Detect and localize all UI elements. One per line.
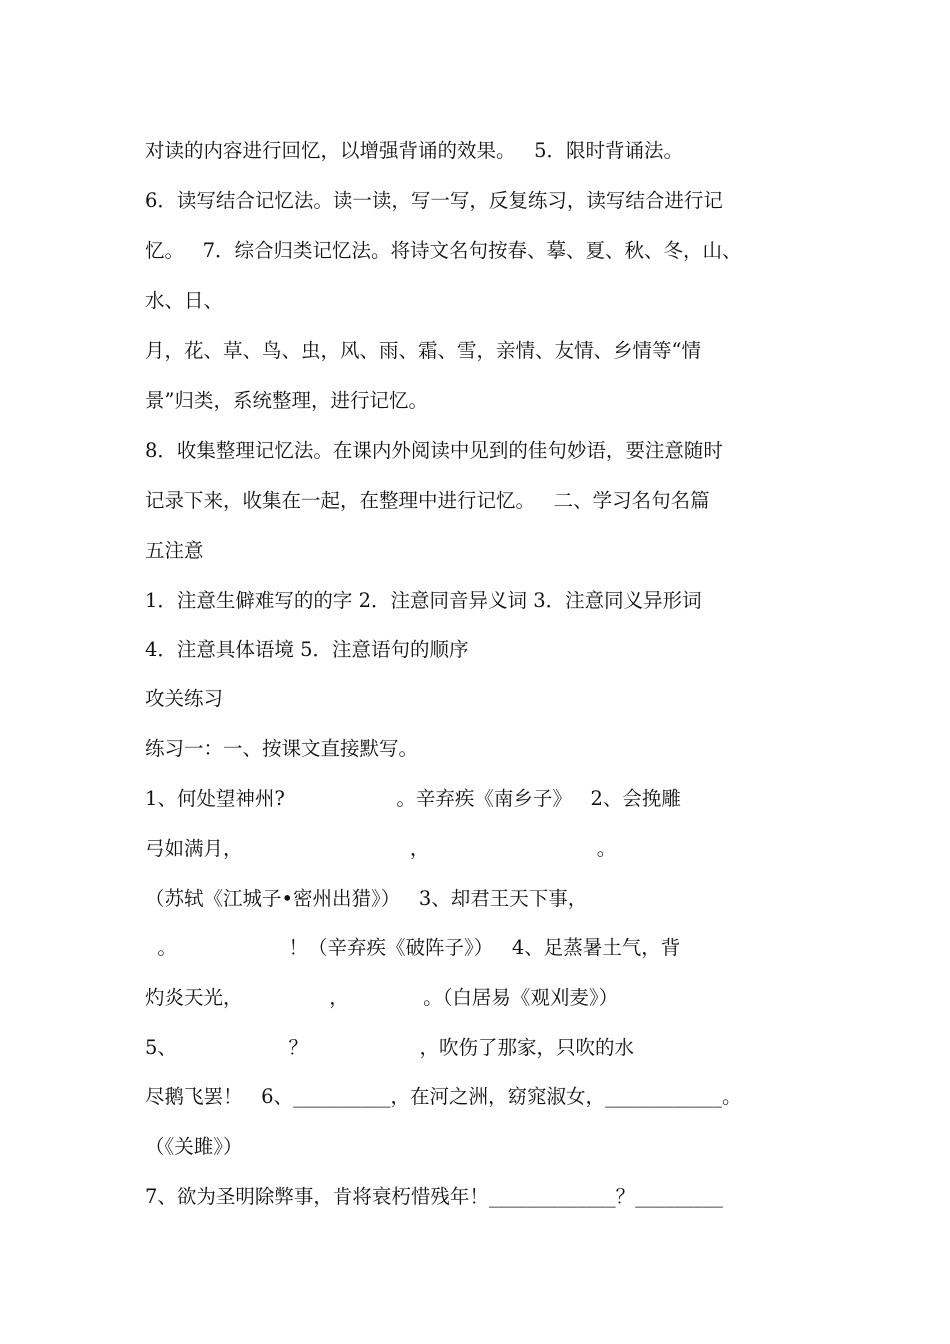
text-line-21: （《关雎》） — [145, 1135, 243, 1158]
text-line-11: 4．注意具体语境 5．注意语句的顺序 — [145, 638, 469, 661]
text-line-18: 灼炎天光， ， 。（白居易《观刈麦》） — [145, 986, 619, 1009]
text-line-6: 景”归类，系统整理，进行记忆。 — [145, 389, 428, 412]
text-line-7: 8．收集整理记忆法。在课内外阅读中见到的佳句妙语，要注意随时 — [145, 439, 723, 462]
text-line-9: 五注意 — [145, 539, 204, 562]
text-line-22: 7、欲为圣明除弊事，肯将衰朽惜残年！_____________？_________ — [145, 1185, 723, 1208]
text-line-4: 水、日、 — [145, 289, 224, 312]
text-line-1: 对读的内容进行回忆，以增强背诵的效果。 5．限时背诵法。 — [145, 139, 684, 162]
text-line-10: 1．注意生僻难写的的字 2．注意同音异义词 3．注意同义异形词 — [145, 589, 702, 612]
text-line-17: 。 ！（辛弃疾《破阵子》） 4、足蒸暑土气，背 — [145, 936, 681, 959]
text-line-15: 弓如满月， ， 。 — [145, 837, 617, 860]
text-line-20: 尽鹅飞罢！ 6、__________，在河之洲，窈窕淑女，____________。 — [145, 1085, 742, 1108]
text-line-13: 练习一：一、按课文直接默写。 — [145, 737, 419, 760]
text-line-5: 月，花、草、鸟、虫，风、雨、霜、雪，亲情、友情、乡情等“情 — [145, 339, 701, 362]
text-line-2: 6．读写结合记忆法。读一读，写一写，反复练习，读写结合进行记 — [145, 189, 723, 212]
text-line-3: 忆。 7．综合归类记忆法。将诗文名句按春、摹、夏、秋、冬，山、 — [145, 239, 742, 262]
text-line-14: 1、何处望神州? 。辛弃疾《南乡子》 2、会挽雕 — [145, 787, 681, 810]
text-line-19: 5、 ？ ，吹伤了那家，只吹的水 — [145, 1036, 635, 1059]
text-line-16: （苏轼《江城子•密州出猎》） 3、却君王天下事， — [145, 887, 588, 910]
text-line-12: 攻关练习 — [145, 687, 224, 710]
text-line-8: 记录下来，收集在一起，在整理中进行记忆。 二、学习名句名篇 — [145, 489, 710, 512]
